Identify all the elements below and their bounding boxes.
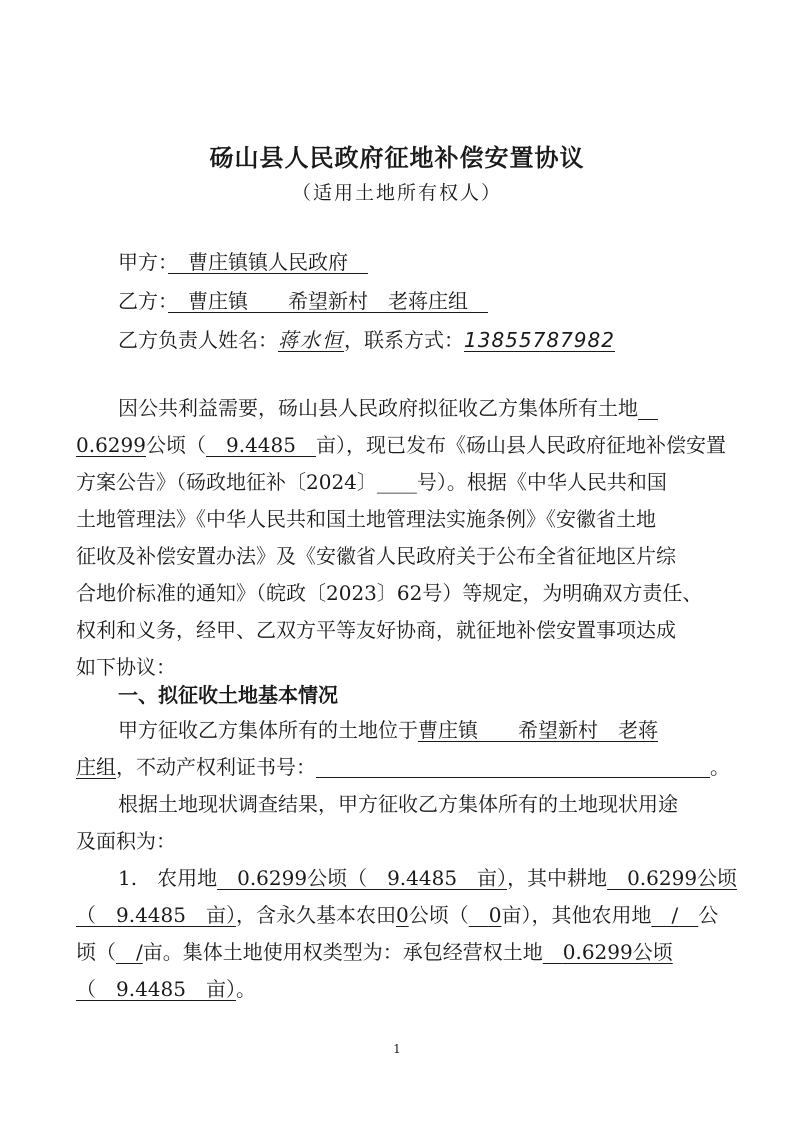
certificate-number-blank xyxy=(316,759,710,778)
page-subtitle: （适用土地所有权人） xyxy=(291,182,502,204)
party-b-label: 乙方： xyxy=(118,289,168,313)
party-a-label: 甲方： xyxy=(118,250,168,274)
intro-area-ha: 0.6299 xyxy=(76,433,146,457)
intro-line-7: 权利和义务，经甲、乙双方平等友好协商，就征地补偿安置事项达成 xyxy=(76,618,676,642)
item1-line4: （ 9.4485 亩）。 xyxy=(76,977,256,1001)
contact-value: 13855787982 xyxy=(464,328,615,352)
land-location-cont: 庄组 xyxy=(76,755,116,779)
other-farmland-ha: / xyxy=(671,903,679,927)
page-number: 1 xyxy=(393,1042,401,1056)
party-b-line xyxy=(118,289,794,313)
intro-line-2: 0.6299公顷（ 9.4485 亩），现已发布《砀山县人民政府征地补偿安置 xyxy=(76,433,726,457)
party-a-line xyxy=(118,250,794,274)
contact-label: ，联系方式： xyxy=(344,328,464,352)
party-b-value: 曹庄镇 希望新村 老蒋庄组 xyxy=(188,289,468,313)
section-1-heading: 一、拟征收土地基本情况 xyxy=(118,683,338,707)
basic-farmland-ha: 0 xyxy=(395,903,409,927)
contract-land-mu: （ 9.4485 亩） xyxy=(76,977,236,1001)
party-b-rep-line xyxy=(118,328,794,352)
contract-land-ha: 0.6299公顷 xyxy=(562,940,673,964)
intro-area-mu: 9.4485 xyxy=(225,433,296,457)
intro-line-5: 征收及补偿安置办法》及《安徽省人民政府关于公布全省征地区片综 xyxy=(76,544,676,568)
item1-line1: 1. 农用地 0.6299公顷（ 9.4485 亩），其中耕地 0.6299公顷 xyxy=(118,866,738,890)
page-title: 砀山县人民政府征地补偿安置协议 xyxy=(209,144,585,172)
party-a-value: 曹庄镇镇人民政府 xyxy=(188,250,348,274)
intro-line-1: 因公共利益需要，砀山县人民政府拟征收乙方集体所有土地 xyxy=(118,396,638,420)
item1-line2: （ 9.4485 亩），含永久基本农田0公顷（ 0亩），其他农用地 / 公 xyxy=(76,903,719,927)
arable-area-ha: 0.6299公顷 xyxy=(627,866,738,890)
intro-line-3: 方案公告》（砀政地征补〔2024〕____号）。根据《中华人民共和国 xyxy=(76,470,667,494)
intro-line-4: 土地管理法》《中华人民共和国土地管理法实施条例》《安徽省土地 xyxy=(76,507,656,531)
rep-label: 乙方负责人姓名： xyxy=(118,328,278,352)
rep-signature: 蒋水恒 xyxy=(278,328,344,352)
arable-area-mu: （ 9.4485 亩） xyxy=(76,903,236,927)
other-farmland-mu: / xyxy=(136,940,143,964)
section1-p2-line2: 及面积为： xyxy=(76,829,176,853)
item1-line3: 顷（ /亩。集体土地使用权类型为：承包经营权土地 0.6299公顷 xyxy=(76,940,673,964)
section1-p2-line1: 根据土地现状调查结果，甲方征收乙方集体所有的土地现状用途 xyxy=(118,792,678,816)
farmland-area: 0.6299公顷（ 9.4485 亩） xyxy=(237,866,508,890)
land-location: 曹庄镇 希望新村 老蒋 xyxy=(418,718,658,742)
basic-farmland-mu: 0 xyxy=(488,903,502,927)
section1-p1-line1: 甲方征收乙方集体所有的土地位于曹庄镇 希望新村 老蒋 xyxy=(118,718,658,742)
section1-p1-line2: 庄组，不动产权利证书号： 。 xyxy=(76,755,730,779)
intro-line-8: 如下协议： xyxy=(76,655,176,679)
intro-line-6: 合地价标准的通知》（皖政〔2023〕62号）等规定，为明确双方责任、 xyxy=(76,581,703,605)
